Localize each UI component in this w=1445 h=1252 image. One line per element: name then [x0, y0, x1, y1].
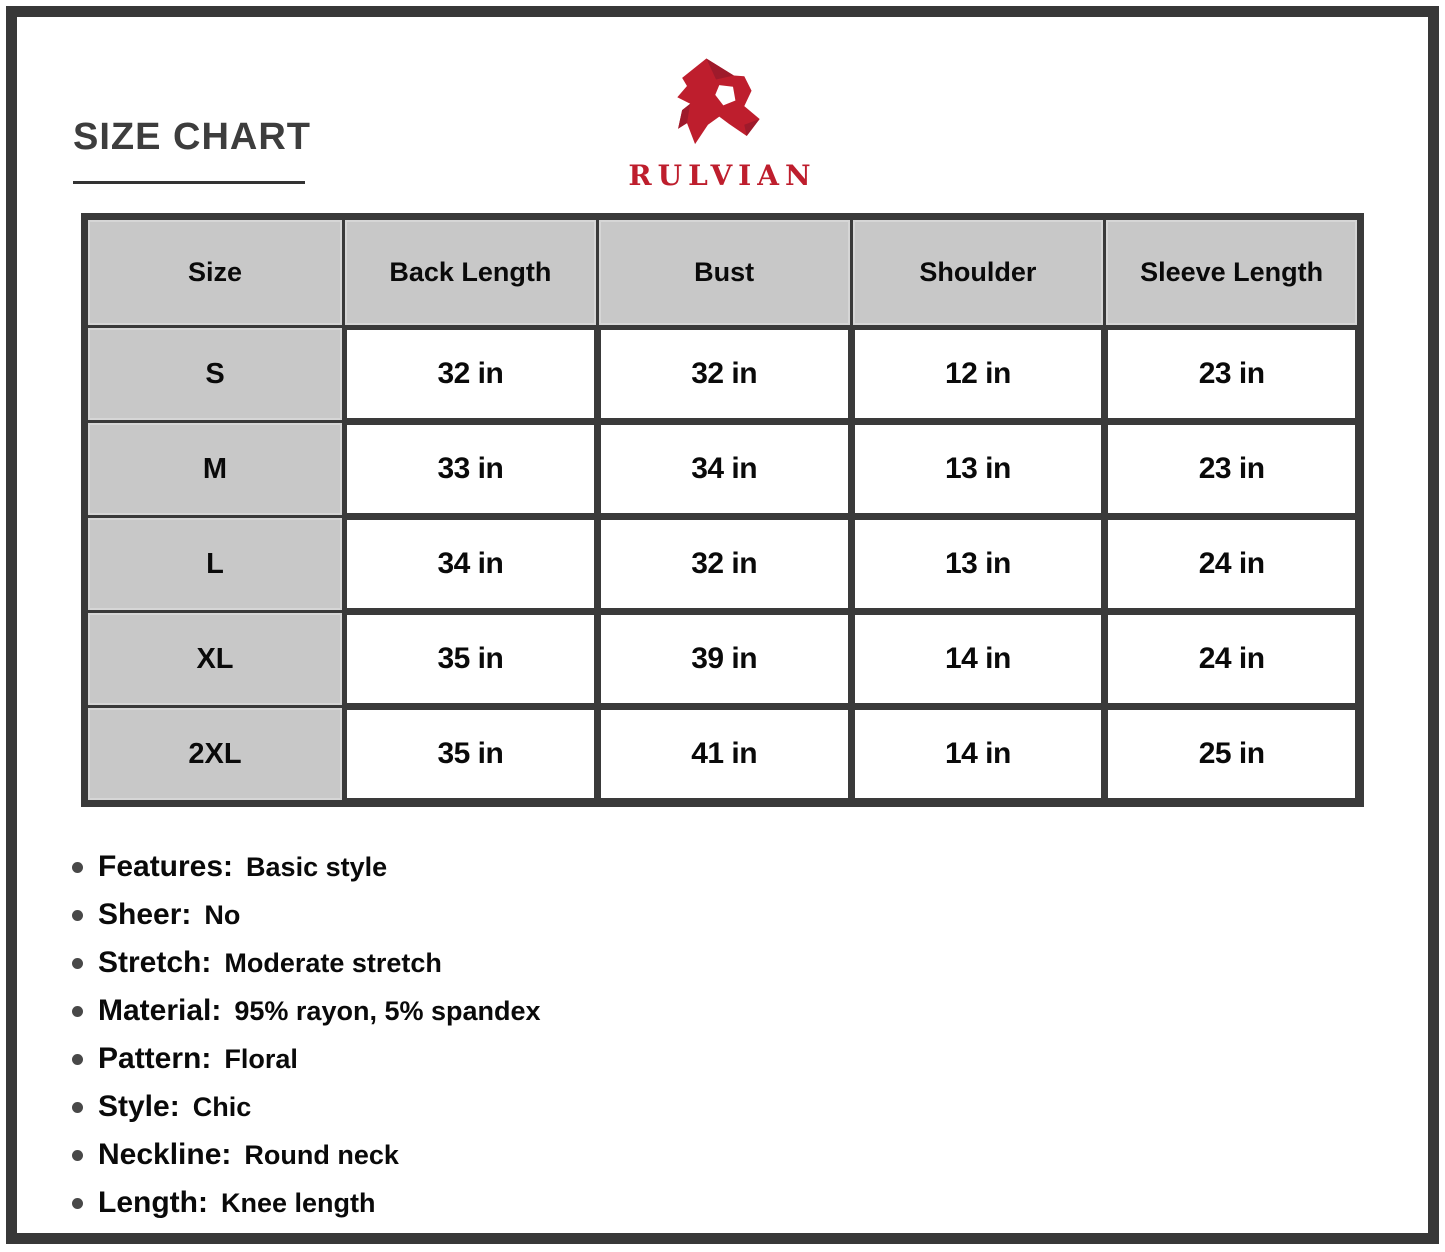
product-details-list: [72, 843, 541, 1227]
value-cell: 35 in: [347, 710, 594, 798]
value-cell: 23 in: [1108, 330, 1355, 418]
detail-label: Features:: [98, 850, 234, 883]
brand-wordmark: RULVIAN: [628, 159, 817, 192]
bullet-icon: [72, 1150, 83, 1161]
value-cell: 41 in: [601, 710, 848, 798]
title-underline: [73, 181, 305, 184]
detail-label: Material:: [98, 994, 222, 1027]
value-cell: 24 in: [1108, 615, 1355, 703]
detail-value: 95% rayon, 5% spandex: [234, 995, 541, 1026]
detail-label: Neckline:: [98, 1138, 232, 1171]
detail-item-length: [72, 1179, 541, 1227]
detail-item-pattern: [72, 1035, 541, 1083]
bullet-icon: [72, 910, 83, 921]
column-header-bust: Bust: [601, 222, 848, 323]
column-header-sleeve-length: Sleeve Length: [1108, 222, 1355, 323]
value-cell: 13 in: [855, 425, 1102, 513]
detail-label: Style:: [98, 1090, 180, 1123]
column-header-back-length: Back Length: [347, 222, 594, 323]
bullet-icon: [72, 1006, 83, 1017]
bullet-icon: [72, 862, 83, 873]
detail-label: Pattern:: [98, 1042, 212, 1075]
value-cell: 34 in: [601, 425, 848, 513]
size-table: [81, 213, 1364, 807]
bullet-icon: [72, 958, 83, 969]
detail-value: Chic: [192, 1091, 252, 1122]
page-title: SIZE CHART: [73, 116, 311, 158]
detail-value: Basic style: [246, 851, 388, 882]
value-cell: 14 in: [855, 710, 1102, 798]
size-cell: M: [90, 425, 340, 513]
rulvian-r-logo-icon: [666, 52, 779, 153]
value-cell: 35 in: [347, 615, 594, 703]
detail-item-features: [72, 843, 541, 891]
detail-value: Knee length: [220, 1187, 376, 1218]
bullet-icon: [72, 1054, 83, 1065]
value-cell: 32 in: [601, 520, 848, 608]
value-cell: 24 in: [1108, 520, 1355, 608]
size-cell: XL: [90, 615, 340, 703]
value-cell: 14 in: [855, 615, 1102, 703]
detail-item-neckline: [72, 1131, 541, 1179]
value-cell: 25 in: [1108, 710, 1355, 798]
bullet-icon: [72, 1198, 83, 1209]
column-header-shoulder: Shoulder: [855, 222, 1102, 323]
value-cell: 32 in: [347, 330, 594, 418]
detail-item-stretch: [72, 939, 541, 987]
brand-block: [553, 52, 893, 192]
value-cell: 39 in: [601, 615, 848, 703]
value-cell: 32 in: [601, 330, 848, 418]
value-cell: 12 in: [855, 330, 1102, 418]
size-cell: 2XL: [90, 710, 340, 798]
value-cell: 23 in: [1108, 425, 1355, 513]
detail-value: Round neck: [244, 1139, 399, 1170]
detail-value: Floral: [224, 1043, 298, 1074]
detail-item-sheer: [72, 891, 541, 939]
detail-label: Length:: [98, 1186, 208, 1219]
value-cell: 33 in: [347, 425, 594, 513]
bullet-icon: [72, 1102, 83, 1113]
size-cell: S: [90, 330, 340, 418]
value-cell: 34 in: [347, 520, 594, 608]
detail-item-material: [72, 987, 541, 1035]
detail-value: Moderate stretch: [224, 947, 442, 978]
value-cell: 13 in: [855, 520, 1102, 608]
size-cell: L: [90, 520, 340, 608]
column-header-size: Size: [90, 222, 340, 323]
detail-value: No: [204, 899, 241, 930]
detail-item-style: [72, 1083, 541, 1131]
detail-label: Sheer:: [98, 898, 192, 931]
detail-label: Stretch:: [98, 946, 212, 979]
